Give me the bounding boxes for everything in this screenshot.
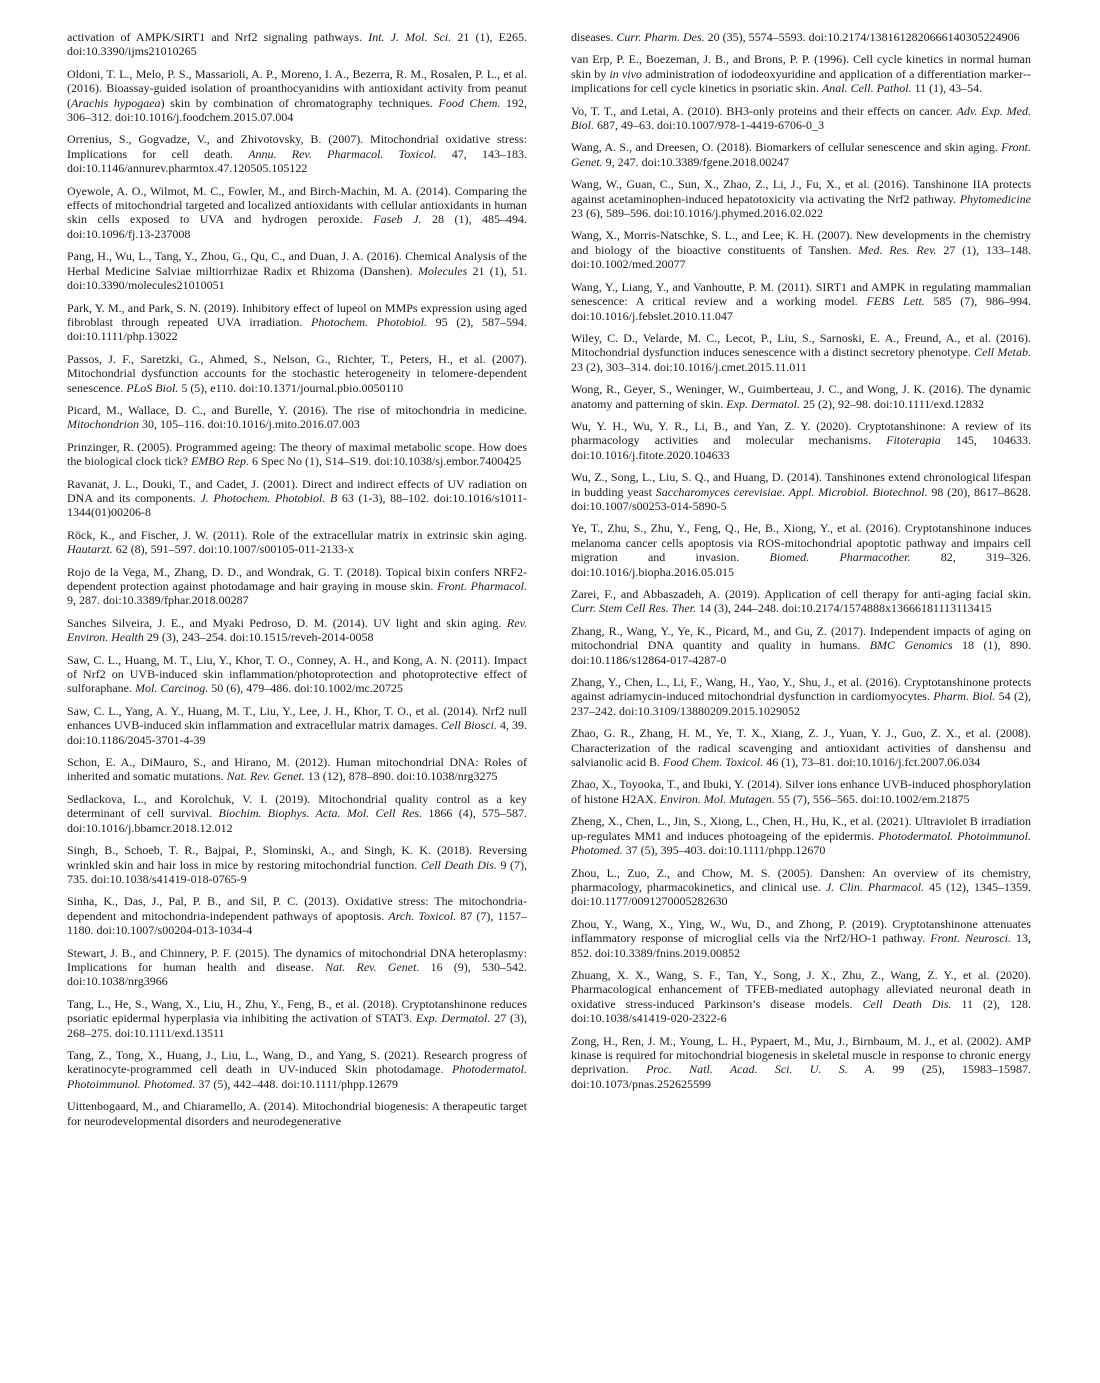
reference-entry: activation of AMPK/SIRT1 and Nrf2 signaling pathways. Int. J. Mol. Sci. 21 (1), E265. doi:10.3390/ijms21010265 (67, 30, 527, 59)
reference-entry: Wiley, C. D., Velarde, M. C., Lecot, P., Liu, S., Sarnoski, E. A., Freund, A., et al. (2016). Mitochondrial dysfunction induces senescence with a distinct secretory phenotype. Cell Metab. 23 (2), 303–314. doi:10.1016/j.cmet.2015.11.011 (571, 330, 1031, 374)
reference-entry: Orrenius, S., Gogvadze, V., and Zhivotovsky, B. (2007). Mitochondrial oxidative stress: Implications for cell death. Annu. Rev. Pharmacol. Toxicol. 47, 143–183. doi:10.1146/annurev.pharmtox.47.120505.105122 (67, 132, 528, 176)
reference-entry: Wong, R., Geyer, S., Weninger, W., Guimberteau, J. C., and Wong, J. K. (2016). The dynamic anatomy and patterning of skin. Exp. Dermatol. 25 (2), 92–98. doi:10.1111/exd.12832 (571, 382, 1031, 411)
reference-entry: Vo, T. T., and Letai, A. (2010). BH3-only proteins and their effects on cancer. Adv. Exp. Med. Biol. 687, 49–63. doi:10.1007/978-1-4419-6706-0_3 (571, 103, 1031, 133)
reference-entry: Rojo de la Vega, M., Zhang, D. D., and Wondrak, G. T. (2018). Topical bixin confers NRF2-dependent protection against photodamage and hair graying in mouse skin. Front. Pharmacol. 9, 287. doi:10.3389/fphar.2018.00287 (67, 564, 528, 608)
reference-entry: Ravanat, J. L., Douki, T., and Cadet, J. (2001). Direct and indirect effects of UV radiation on DNA and its components. J. Photochem. Photobiol. B 63 (1-3), 88–102. doi:10.1016/s1011-1344(01)00206-8 (67, 476, 527, 520)
reference-entry: Park, Y. M., and Park, S. N. (2019). Inhibitory effect of lupeol on MMPs expression using aged fibroblast through repeated UVA irradiation. Photochem. Photobiol. 95 (2), 587–594. doi:10.1111/php.13022 (67, 300, 527, 344)
reference-entry: Passos, J. F., Saretzki, G., Ahmed, S., Nelson, G., Richter, T., Peters, H., et al. (2007). Mitochondrial dysfunction accounts for the stochastic heterogeneity in telomere-dependent senescence. PLoS Biol. 5 (5), e110. doi:10.1371/journal.pbio.0050110 (67, 351, 527, 395)
reference-entry: Sinha, K., Das, J., Pal, P. B., and Sil, P. C. (2013). Oxidative stress: The mitochondria-dependent and mitochondria-independent pathways of apoptosis. Arch. Toxicol. 87 (7), 1157–1180. doi:10.1007/s00204-013-1034-4 (67, 894, 528, 938)
reference-entry: Saw, C. L., Huang, M. T., Liu, Y., Khor, T. O., Conney, A. H., and Kong, A. N. (2011). Impact of Nrf2 on UVB-induced skin inflammation/photoprotection and photoprotective effect of sulforaphane. Mol. Carcinog. 50 (6), 479–486. doi:10.1002/mc.20725 (67, 652, 527, 696)
reference-entry: Zhang, R., Wang, Y., Ye, K., Picard, M., and Gu, Z. (2017). Independent impacts of aging on mitochondrial DNA quantity and quality in humans. BMC Genomics 18 (1), 890. doi:10.1186/s12864-017-4287-0 (571, 623, 1031, 667)
reference-entry: Zhou, Y., Wang, X., Ying, W., Wu, D., and Zhong, P. (2019). Cryptotanshinone attenuates inflammatory response of microglial cells via the Nrf2/HO-1 pathway. Front. Neurosci. 13, 852. doi:10.3389/fnins.2019.00852 (571, 916, 1032, 960)
reference-entry: Prinzinger, R. (2005). Programmed ageing: The theory of maximal metabolic scope. How does the biological clock tick? EMBO Rep. 6 Spec No (1), S14–S19. doi:10.1038/sj.embor.7400425 (67, 439, 527, 469)
reference-entry: Uittenbogaard, M., and Chiaramello, A. (2014). Mitochondrial biogenesis: A therapeutic target for neurodevelopmental disorders and neurodegenerative (67, 1099, 527, 1128)
reference-entry: van Erp, P. E., Boezeman, J. B., and Brons, P. P. (1996). Cell cycle kinetics in normal human skin by in vivo administration of iododeoxyuridine and application of a differentiation marker--implications for cell cycle kinetics in psoriatic skin. Anal. Cell. Pathol. 11 (1), 43–54. (571, 52, 1031, 96)
reference-entry: Stewart, J. B., and Chinnery, P. F. (2015). The dynamics of mitochondrial DNA heteroplasmy: Implications for human health and disease. Nat. Rev. Genet. 16 (9), 530–542. doi:10.1038/nrg3966 (67, 945, 527, 989)
reference-entry: Sanches Silveira, J. E., and Myaki Pedroso, D. M. (2014). UV light and skin aging. Rev. Environ. Health 29 (3), 243–254. doi:10.1515/reveh-2014-0058 (67, 615, 527, 645)
reference-entry: Wang, Y., Liang, Y., and Vanhoutte, P. M. (2011). SIRT1 and AMPK in regulating mammalian senescence: A critical review and a working model. FEBS Lett. 585 (7), 986–994. doi:10.1016/j.febslet.2010.11.047 (571, 279, 1031, 323)
reference-entry: Wu, Y. H., Wu, Y. R., Li, B., and Yan, Z. Y. (2020). Cryptotanshinone: A review of its pharmacology activities and molecular mechanisms. Fitoterapia 145, 104633. doi:10.1016/j.fitote.2020.104633 (571, 418, 1031, 462)
reference-entry: Saw, C. L., Yang, A. Y., Huang, M. T., Liu, Y., Lee, J. H., Khor, T. O., et al. (2014). Nrf2 null enhances UVB-induced skin inflammation and extracellular matrix damages. Cell Biosci. 4, 39. doi:10.1186/2045-3701-4-39 (67, 703, 528, 747)
reference-entry: Oyewole, A. O., Wilmot, M. C., Fowler, M., and Birch-Machin, M. A. (2014). Comparing the effects of mitochondrial targeted and localized antioxidants with cellular antioxidants in human skin cells exposed to UVA and hydrogen peroxide. Faseb J. 28 (1), 485–494. doi:10.1096/fj.13-237008 (67, 183, 527, 241)
reference-entry: Zhang, Y., Chen, L., Li, F., Wang, H., Yao, Y., Shu, J., et al. (2016). Cryptotanshinone protects against adriamycin-induced mitochondrial dysfunction in cardiomyocytes. Pharm. Biol. 54 (2), 237–242. doi:10.3109/13880209.2015.1029052 (571, 675, 1031, 718)
reference-entry: Ye, T., Zhu, S., Zhu, Y., Feng, Q., He, B., Xiong, Y., et al. (2016). Cryptotanshinone induces melanoma cancer cells apoptosis via ROS-mitochondrial apoptotic pathway and impairs cell migration and invasion. Biomed. Pharmacother. 82, 319–326. doi:10.1016/j.biopha.2016.05.015 (571, 521, 1031, 579)
reference-entry: Röck, K., and Fischer, J. W. (2011). Role of the extracellular matrix in extrinsic skin aging. Hautarzt. 62 (8), 591–597. doi:10.1007/s00105-011-2133-x (67, 527, 527, 557)
reference-entry: diseases. Curr. Pharm. Des. 20 (35), 5574–5593. doi:10.2174/1381612820666140305224906 (571, 30, 1020, 44)
reference-entry: Zarei, F., and Abbaszadeh, A. (2019). Application of cell therapy for anti-aging facial skin. Curr. Stem Cell Res. Ther. 14 (3), 244–248. doi:10.2174/1574888x13666181113113415 (571, 587, 1031, 616)
reference-entry: Picard, M., Wallace, D. C., and Burelle, Y. (2016). The rise of mitochondria in medicine. Mitochondrion 30, 105–116. doi:10.1016/j.mito.2016.07.003 (67, 402, 527, 432)
reference-entry: Zhao, X., Toyooka, T., and Ibuki, Y. (2014). Silver ions enhance UVB-induced phosphorylation of histone H2AX. Environ. Mol. Mutagen. 55 (7), 556–565. doi:10.1002/em.21875 (571, 777, 1031, 806)
reference-column-right (571, 30, 1031, 1099)
reference-entry: Wang, X., Morris-Natschke, S. L., and Lee, K. H. (2007). New developments in the chemistry and biology of the bioactive constituents of Tanshen. Med. Res. Rev. 27 (1), 133–148. doi:10.1002/med.20077 (571, 228, 1031, 272)
reference-entry: Sedlackova, L., and Korolchuk, V. I. (2019). Mitochondrial quality control as a key determinant of cell survival. Biochim. Biophys. Acta. Mol. Cell Res. 1866 (4), 575–587. doi:10.1016/j.bbamcr.2018.12.012 (67, 791, 527, 835)
reference-entry: Zong, H., Ren, J. M., Young, L. H., Pypaert, M., Mu, J., Birnbaum, M. J., et al. (2002). AMP kinase is required for mitochondrial biogenesis in skeletal muscle in response to chronic energy deprivation. Proc. Natl. Acad. Sci. U. S. A. 99 (25), 15983–15987. doi:10.1073/pnas.252625599 (571, 1033, 1032, 1091)
reference-entry: Pang, H., Wu, L., Tang, Y., Zhou, G., Qu, C., and Duan, J. A. (2016). Chemical Analysis of the Herbal Medicine Salviae miltiorrhizae Radix et Rhizoma (Danshen). Molecules 21 (1), 51. doi:10.3390/molecules21010051 (67, 249, 528, 293)
reference-column-left (67, 30, 527, 1136)
reference-entry: Wang, A. S., and Dreesen, O. (2018). Biomarkers of cellular senescence and skin aging. Front. Genet. 9, 247. doi:10.3389/fgene.2018.00247 (571, 140, 1031, 169)
reference-entry: Zhou, L., Zuo, Z., and Chow, M. S. (2005). Danshen: An overview of its chemistry, pharmacology, pharmacokinetics, and clinical use. J. Clin. Pharmacol. 45 (12), 1345–1359. doi:10.1177/0091270005282630 (571, 865, 1031, 909)
reference-entry: Tang, Z., Tong, X., Huang, J., Liu, L., Wang, D., and Yang, S. (2021). Research progress of keratinocyte-programmed cell death in UV-induced Skin photodamage. Photodermatol. Photoimmunol. Photomed. 37 (5), 442–448. doi:10.1111/phpp.12679 (67, 1047, 527, 1091)
reference-entry: Oldoni, T. L., Melo, P. S., Massarioli, A. P., Moreno, I. A., Bezerra, R. M., Rosalen, P. L., et al. (2016). Bioassay-guided isolation of proanthocyanidins with antioxidant activity from peanut (Arachis hypogaea) skin by combination of chromatography techniques. Food Chem. 192, 306–312. doi:10.1016/j.foodchem.2015.07.004 (67, 66, 528, 125)
reference-entry: Zhuang, X. X., Wang, S. F., Tan, Y., Song, J. X., Zhu, Z., Wang, Z. Y., et al. (2020). Pharmacological enhancement of TFEB-mediated autophagy alleviated neuronal death in oxidative stress-induced Parkinson’s disease models. Cell Death Dis. 11 (2), 128. doi:10.1038/s41419-020-2322-6 (571, 967, 1032, 1026)
reference-entry: Wang, W., Guan, C., Sun, X., Zhao, Z., Li, J., Fu, X., et al. (2016). Tanshinone IIA protects against acetaminophen-induced hepatotoxicity via activating the Nrf2 pathway. Phytomedicine 23 (6), 589–596. doi:10.1016/j.phymed.2016.02.022 (571, 177, 1031, 221)
reference-entry: Singh, B., Schoeb, T. R., Bajpai, P., Slominski, A., and Singh, K. K. (2018). Reversing wrinkled skin and hair loss in mice by restoring mitochondrial function. Cell Death Dis. 9 (7), 735. doi:10.1038/s41419-018-0765-9 (67, 843, 528, 886)
reference-entry: Zhao, G. R., Zhang, H. M., Ye, T. X., Xiang, Z. J., Yuan, Y. J., Guo, Z. X., et al. (2008). Characterization of the radical scavenging and antioxidant activities of danshensu and salvianolic acid B. Food Chem. Toxicol. 46 (1), 73–81. doi:10.1016/j.fct.2007.06.034 (571, 726, 1031, 770)
reference-entry: Zheng, X., Chen, L., Jin, S., Xiong, L., Chen, H., Hu, K., et al. (2021). Ultraviolet B irradiation up-regulates MM1 and induces photoageing of the epidermis. Photodermatol. Photoimmunol. Photomed. 37 (5), 395–403. doi:10.1111/phpp.12670 (571, 814, 1031, 858)
reference-entry: Schon, E. A., DiMauro, S., and Hirano, M. (2012). Human mitochondrial DNA: Roles of inherited and somatic mutations. Nat. Rev. Genet. 13 (12), 878–890. doi:10.1038/nrg3275 (67, 755, 527, 784)
reference-entry: Wu, Z., Song, L., Liu, S. Q., and Huang, D. (2014). Tanshinones extend chronological lifespan in budding yeast Saccharomyces cerevisiae. Appl. Microbiol. Biotechnol. 98 (20), 8617–8628. doi:10.1007/s00253-014-5890-5 (571, 470, 1032, 513)
reference-entry: Tang, L., He, S., Wang, X., Liu, H., Zhu, Y., Feng, B., et al. (2018). Cryptotanshinone reduces psoriatic epidermal hyperplasia via inhibiting the activation of STAT3. Exp. Dermatol. 27 (3), 268–275. doi:10.1111/exd.13511 (67, 996, 528, 1040)
